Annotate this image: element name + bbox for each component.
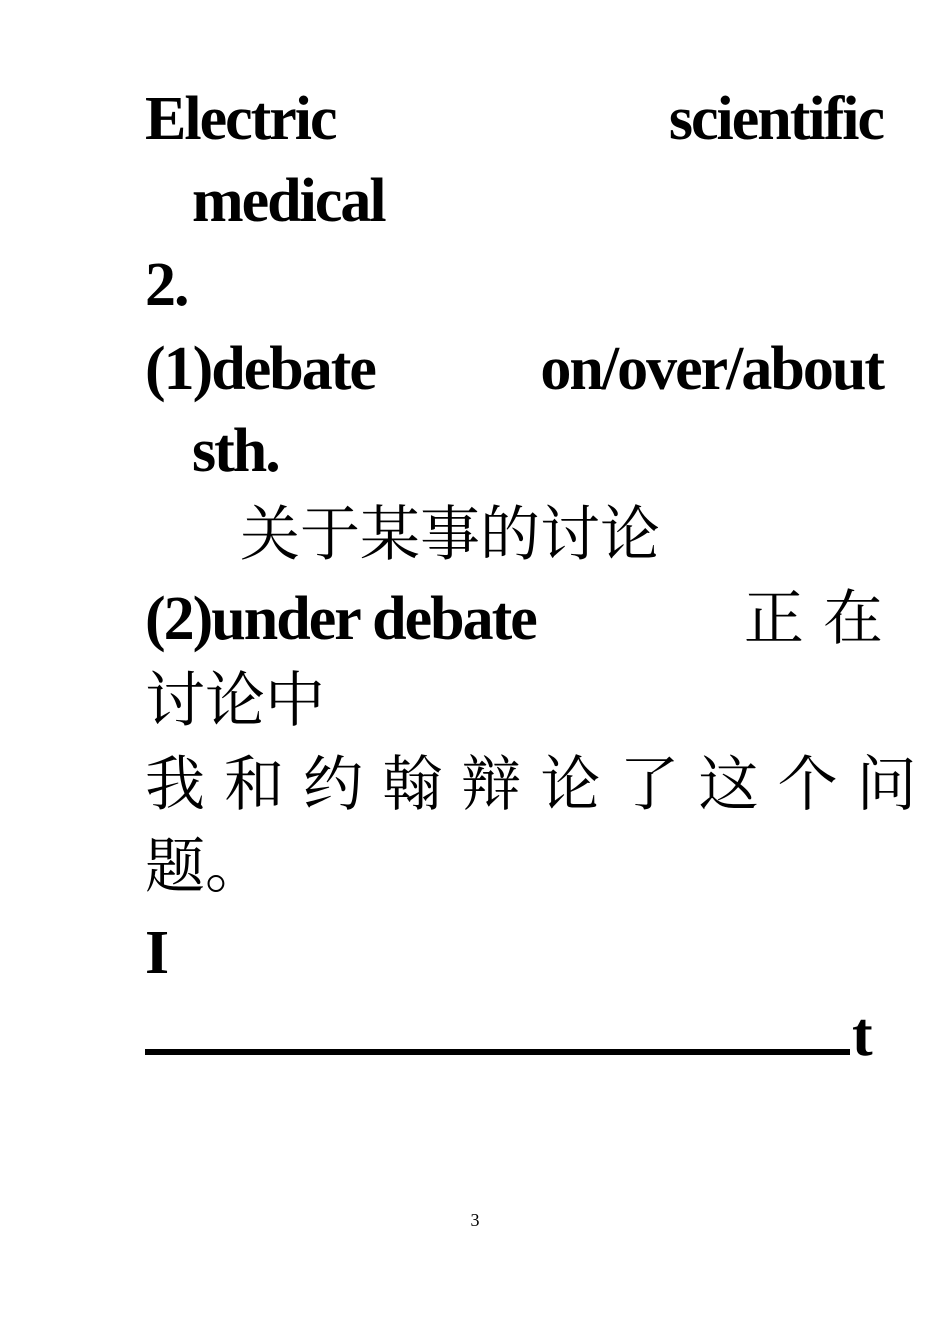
exercise-sentence: 我 和 约 翰 辩 论 了 这 个 问 [145,750,917,820]
answer-tail: t [852,1001,871,1069]
phrase-on-over-about: on/over/about [540,335,883,403]
phrase-under-debate: (2)under debate [145,585,536,653]
word-scientific: scientific [668,85,883,153]
line-translation-1: 关于某事的讨论 [240,500,660,570]
fill-in-blank [145,1049,850,1055]
answer-blank-line [145,1001,883,1069]
word-electric: Electric [145,85,336,153]
line-translation-2: 讨论中 [145,666,325,736]
line-electric-scientific [145,85,883,153]
line-under-debate [145,584,883,654]
exercise-sentence-end: 题。 [145,832,265,902]
phrase-zhengzai: 正 在 [743,584,883,654]
page-number: 3 [470,1210,480,1230]
line-medical: medical [192,167,385,235]
answer-start: I [145,919,168,987]
line-debate-on [145,335,883,403]
section-number: 2. [145,251,188,319]
line-sth: sth. [192,417,279,485]
phrase-debate: (1)debate [145,335,375,403]
